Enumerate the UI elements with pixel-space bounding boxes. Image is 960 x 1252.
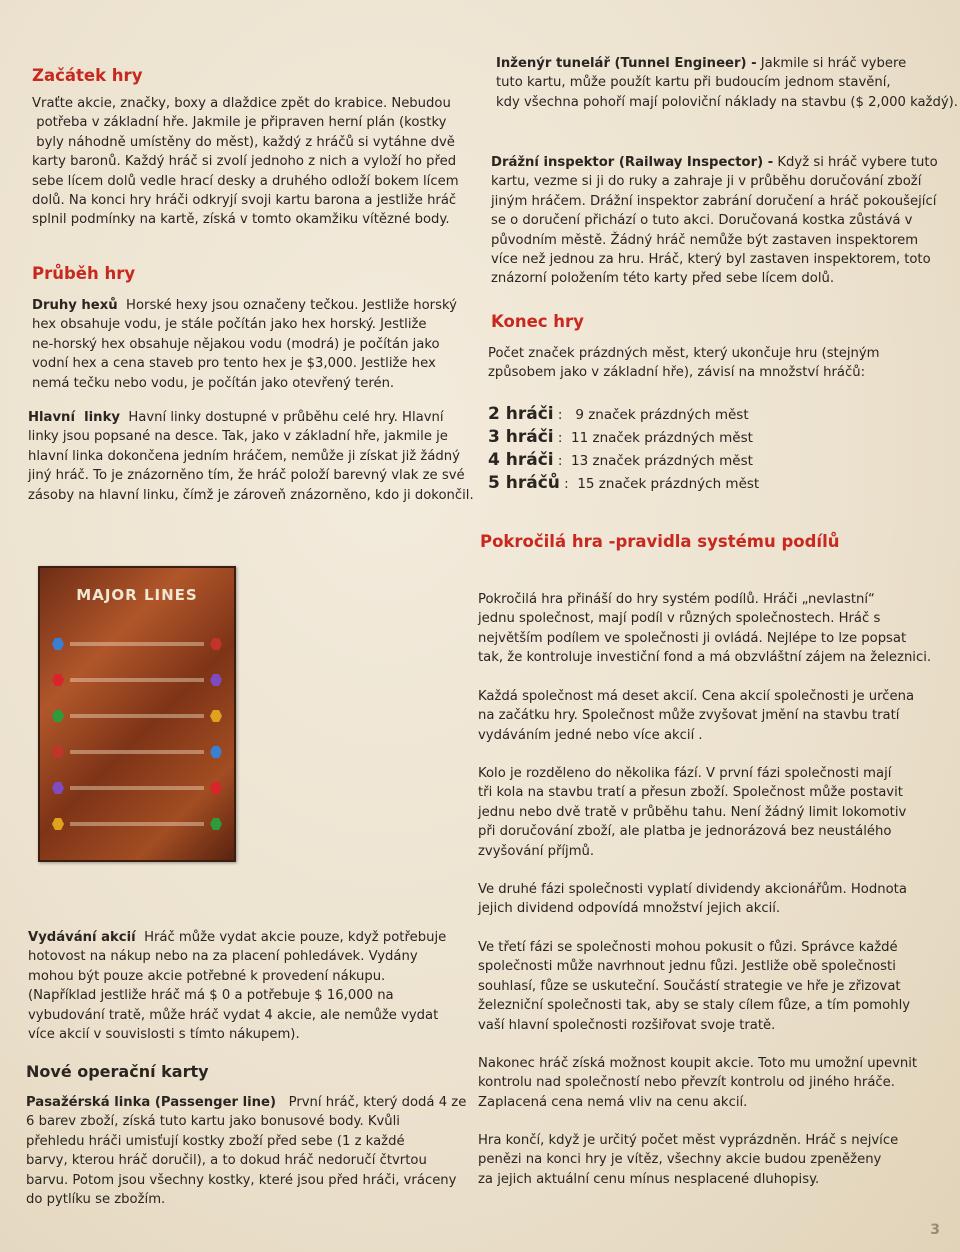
player-count-value: 15 značek prázdných měst — [577, 476, 760, 492]
railway-inspector-paragraph — [491, 153, 951, 289]
inspector-line: jiným hráčem. Drážní inspektor zabrání doručení a hráč pokoušející — [491, 193, 937, 209]
course-heading: Průběh hry — [32, 264, 136, 283]
player-count-value: 11 značek prázdných měst — [571, 430, 753, 446]
passenger-line: barvu. Potom jsou všechny kostky, které jsou před hráči, vráceny — [26, 1172, 457, 1188]
hex-marker-icon — [52, 818, 64, 830]
player-count-sep: : — [553, 453, 563, 469]
shares-line: vybudování tratě, může hráč vydat 4 akcie, ale nemůže vydat — [28, 1007, 439, 1023]
advanced-line: jednu nebo dvě tratě v průběhu tahu. Není žádný limit lokomotiv — [478, 804, 907, 820]
shares-line: (Například jestliže hráč má $ 0 a potřebuje $ 16,000 na — [28, 988, 394, 1004]
advanced-line: zvyšování příjmů. — [478, 843, 595, 859]
advanced-paragraph-1 — [478, 590, 950, 668]
page-number: 3 — [930, 1222, 940, 1238]
hex-line: ne-horský hex obsahuje nějakou vodu (modrá) je počítán jako — [32, 336, 440, 352]
advanced-line: největším podílem ve společnosti ji ovládá. Nejlépe to lze popsat — [478, 630, 907, 646]
hex-marker-icon — [210, 638, 222, 650]
start-heading: Začátek hry — [32, 66, 143, 85]
card-line-bar — [70, 642, 204, 646]
start-line: karty baronů. Každý hráč si zvolí jednoho z nich a vyloží ho před — [32, 154, 457, 170]
tunnel-line: Jakmile si hráč vybere — [760, 56, 907, 71]
advanced-line: Každá společnost má deset akcií. Cena akcií společnosti je určena — [478, 689, 915, 704]
advanced-line: na začátku hry. Společnost může zvyšovat jmění na stavbu tratí — [478, 708, 900, 724]
advanced-paragraph-6 — [478, 1054, 950, 1112]
player-count-value: 13 značek prázdných měst — [571, 453, 753, 469]
player-count-row — [488, 404, 749, 424]
player-count-label: 2 hráči — [488, 404, 554, 424]
hex-line: hex obsahuje vodu, je stále počítán jako hex horský. Jestliže — [32, 317, 427, 333]
inspector-line: Když si hráč vybere tuto — [777, 155, 938, 170]
inspector-line: se o doručení přichází o tuto akci. Doručovaná kostka zůstává v — [491, 213, 913, 229]
hex-marker-icon — [210, 710, 222, 722]
advanced-line: společnosti může navrhnout jednu fůzi. Jestliže obě společnosti — [478, 959, 896, 975]
advanced-line: souhlasí, fůze se uskuteční. Součástí strategie ve hře je zřizovat — [478, 978, 901, 994]
hex-types-label: Druhy hexů — [32, 298, 118, 313]
main-lines-line: hlavní linka dokončena jedním hráčem, nemůže ji získat již žádný — [28, 448, 460, 464]
passenger-line: přehledu hráči umisťují kostky zboží před sebe (1 z každé — [26, 1133, 405, 1149]
tunnel-line: tuto kartu, může použít kartu při budoucím jednom stavění, — [496, 75, 891, 91]
advanced-paragraph-3 — [478, 764, 950, 861]
start-line: dolů. Na konci hry hráči odkryjí svoji kartu barona a jestliže hráč — [32, 193, 457, 209]
shares-line: mohou být pouze akcie potřebné k provedení nákupu. — [28, 968, 386, 984]
major-lines-card-image — [38, 566, 236, 862]
passenger-line-paragraph — [26, 1093, 476, 1209]
advanced-line: penězi na konci hry je vítěz, všechny akcie budou zpeněženy — [478, 1152, 882, 1168]
inspector-line: původním městě. Žádný hráč nemůže být zastaven inspektorem — [491, 232, 919, 248]
player-count-row — [488, 427, 753, 447]
advanced-heading: Pokročilá hra -pravidla systému podílů — [480, 532, 840, 551]
end-line: Počet značek prázdných měst, který ukončuje hru (stejným — [488, 346, 880, 361]
advanced-line: tak, že kontroluje investiční fond a má obzvláštní zájem na železnici. — [478, 650, 932, 666]
player-count-label: 4 hráči — [488, 450, 554, 470]
advanced-line: jejich dividend odpovídá množství jejich akcií. — [478, 901, 781, 917]
card-line-row — [52, 710, 222, 722]
card-line-bar — [70, 678, 204, 682]
player-count-row — [488, 473, 759, 493]
end-paragraph — [488, 344, 948, 383]
player-count-sep: : — [553, 430, 563, 446]
main-lines-line: zásoby na hlavní linku, čímž je zároveň znázorněno, kdo ji dokončil. — [28, 487, 474, 503]
passenger-line: do pytlíku se zbožím. — [26, 1192, 166, 1208]
player-count-sep: : — [559, 476, 569, 492]
passenger-line: barvy, kterou hráč doručil), a to dokud hráč nedoručí čtvrtou — [26, 1153, 427, 1169]
start-line: potřeba v základní hře. Jakmile je připraven herní plán (kostky — [32, 115, 447, 131]
card-line-row — [52, 638, 222, 650]
card-line-bar — [70, 822, 204, 826]
advanced-line: vaší hlavní společnosti rozšiřovat svoje tratě. — [478, 1017, 776, 1033]
advanced-paragraph-5 — [478, 938, 950, 1035]
shares-label: Vydávání akcií — [28, 930, 136, 945]
inspector-line: kartu, vezme si ji do ruky a zahraje ji v průběhu doručování zboží — [491, 174, 922, 190]
card-line-bar — [70, 786, 204, 790]
card-title: MAJOR LINES — [76, 586, 198, 604]
start-paragraph — [32, 94, 472, 230]
advanced-line: vydáváním jedné nebo více akcií . — [478, 727, 703, 743]
advanced-line: za jejich aktuální cenu mínus nesplacené dluhopisy. — [478, 1171, 820, 1187]
end-line: způsobem jako v základní hře), závisí na množství hráčů: — [488, 365, 866, 381]
hex-marker-icon — [210, 674, 222, 686]
hex-marker-icon — [52, 710, 64, 722]
hex-marker-icon — [52, 674, 64, 686]
advanced-line: Kolo je rozděleno do několika fází. V první fázi společnosti mají — [478, 766, 892, 781]
new-cards-heading: Nové operační karty — [26, 1062, 209, 1081]
main-lines-line: linky jsou popsané na desce. Tak, jako v základní hře, jakmile je — [28, 429, 448, 445]
hex-line: Horské hexy jsou označeny tečkou. Jestliže horský — [126, 298, 457, 313]
advanced-line: Pokročilá hra přináší do hry systém podílů. Hráči „nevlastní“ — [478, 592, 875, 607]
player-count-label: 5 hráčů — [488, 473, 560, 493]
card-line-bar — [70, 750, 204, 754]
tunnel-engineer-label: Inženýr tunelář (Tunnel Engineer) - — [496, 56, 757, 71]
end-heading: Konec hry — [491, 312, 584, 331]
hex-line: vodní hex a cena staveb pro tento hex je $3,000. Jestliže hex — [32, 356, 436, 372]
passenger-line: 6 barev zboží, získá tuto kartu jako bonusové body. Kvůli — [26, 1114, 400, 1130]
passenger-line-label: Pasažérská linka (Passenger line) — [26, 1095, 277, 1110]
shares-line: více akcií v souvislosti s tímto nákupem). — [28, 1027, 300, 1043]
inspector-line: znázorní položením této karty před sebe lícem dolů. — [491, 271, 835, 287]
hex-marker-icon — [52, 746, 64, 758]
inspector-line: více než jednou za hru. Hráč, který byl zastaven inspektorem, toto — [491, 252, 931, 268]
advanced-line: Hra končí, když je určitý počet měst vyprázdněn. Hráč s nejvíce — [478, 1133, 899, 1148]
tunnel-line: kdy všechna pohoří mají poloviční náklady na stavbu ($ 2,000 každý). — [496, 94, 958, 110]
shares-line: Hráč může vydat akcie pouze, když potřebuje — [144, 930, 447, 945]
card-line-bar — [70, 714, 204, 718]
hex-types-paragraph — [32, 296, 472, 393]
shares-line: hotovost na nákup nebo na za placení pohledávek. Vydány — [28, 949, 418, 965]
advanced-line: Ve třetí fázi se společnosti mohou pokusit o fůzi. Správce každé — [478, 940, 898, 955]
card-line-row — [52, 782, 222, 794]
advanced-line: při doručování zboží, ale platba je jednorázová bez neustálého — [478, 824, 892, 840]
player-count-value: 9 značek prázdných měst — [575, 407, 749, 423]
hex-marker-icon — [210, 746, 222, 758]
start-line: byly náhodně umístěny do měst), každý z hráčů si vytáhne dvě — [32, 134, 455, 150]
advanced-paragraph-4 — [478, 880, 950, 919]
advanced-paragraph-2 — [478, 687, 950, 745]
start-line: Vraťte akcie, značky, boxy a dlaždice zpět do krabice. Nebudou — [32, 96, 451, 111]
player-count-row — [488, 450, 753, 470]
advanced-line: kontrolu nad společností nebo převzít kontrolu od jiného hráče. — [478, 1075, 895, 1091]
tunnel-engineer-paragraph — [496, 54, 956, 112]
main-lines-label: Hlavní linky — [28, 410, 120, 425]
main-lines-line: Havní linky dostupné v průběhu celé hry. Hlavní — [128, 410, 444, 425]
advanced-line: jednu společnost, mají podíl v různých společnostech. Hráč s — [478, 611, 881, 627]
advanced-line: tři kola na stavbu tratí a přesun zboží. Společnost může postavit — [478, 785, 903, 801]
main-lines-paragraph — [28, 408, 478, 505]
hex-marker-icon — [210, 782, 222, 794]
advanced-line: železniční společnosti tak, aby se staly cílem fůze, a tím pomohly — [478, 998, 911, 1014]
advanced-line: Nakonec hráč získá možnost koupit akcie. Toto mu umožní upevnit — [478, 1056, 918, 1071]
card-line-row — [52, 818, 222, 830]
player-count-sep: : — [553, 407, 563, 423]
advanced-paragraph-7 — [478, 1131, 950, 1189]
hex-marker-icon — [52, 638, 64, 650]
card-line-row — [52, 746, 222, 758]
advanced-line: Ve druhé fázi společnosti vyplatí dividendy akcionářům. Hodnota — [478, 882, 907, 897]
railway-inspector-label: Drážní inspektor (Railway Inspector) - — [491, 155, 774, 170]
player-count-label: 3 hráči — [488, 427, 554, 447]
advanced-line: Zaplacená cena nemá vliv na cenu akcií. — [478, 1094, 748, 1110]
card-line-row — [52, 674, 222, 686]
shares-paragraph — [28, 928, 478, 1044]
hex-line: nemá tečku nebo vodu, je počítán jako otevřený terén. — [32, 375, 395, 391]
hex-marker-icon — [210, 818, 222, 830]
hex-marker-icon — [52, 782, 64, 794]
main-lines-line: jiný hráč. To je znázorněno tím, že hráč položí barevný vlak ze své — [28, 468, 465, 484]
start-line: sebe lícem dolů vedle hrací desky a druhého odloží bokem lícem — [32, 173, 459, 189]
passenger-line: První hráč, který dodá 4 ze — [288, 1095, 467, 1110]
start-line: splnil podmínky na kartě, získá v tomto okamžiku vítězné body. — [32, 212, 450, 228]
